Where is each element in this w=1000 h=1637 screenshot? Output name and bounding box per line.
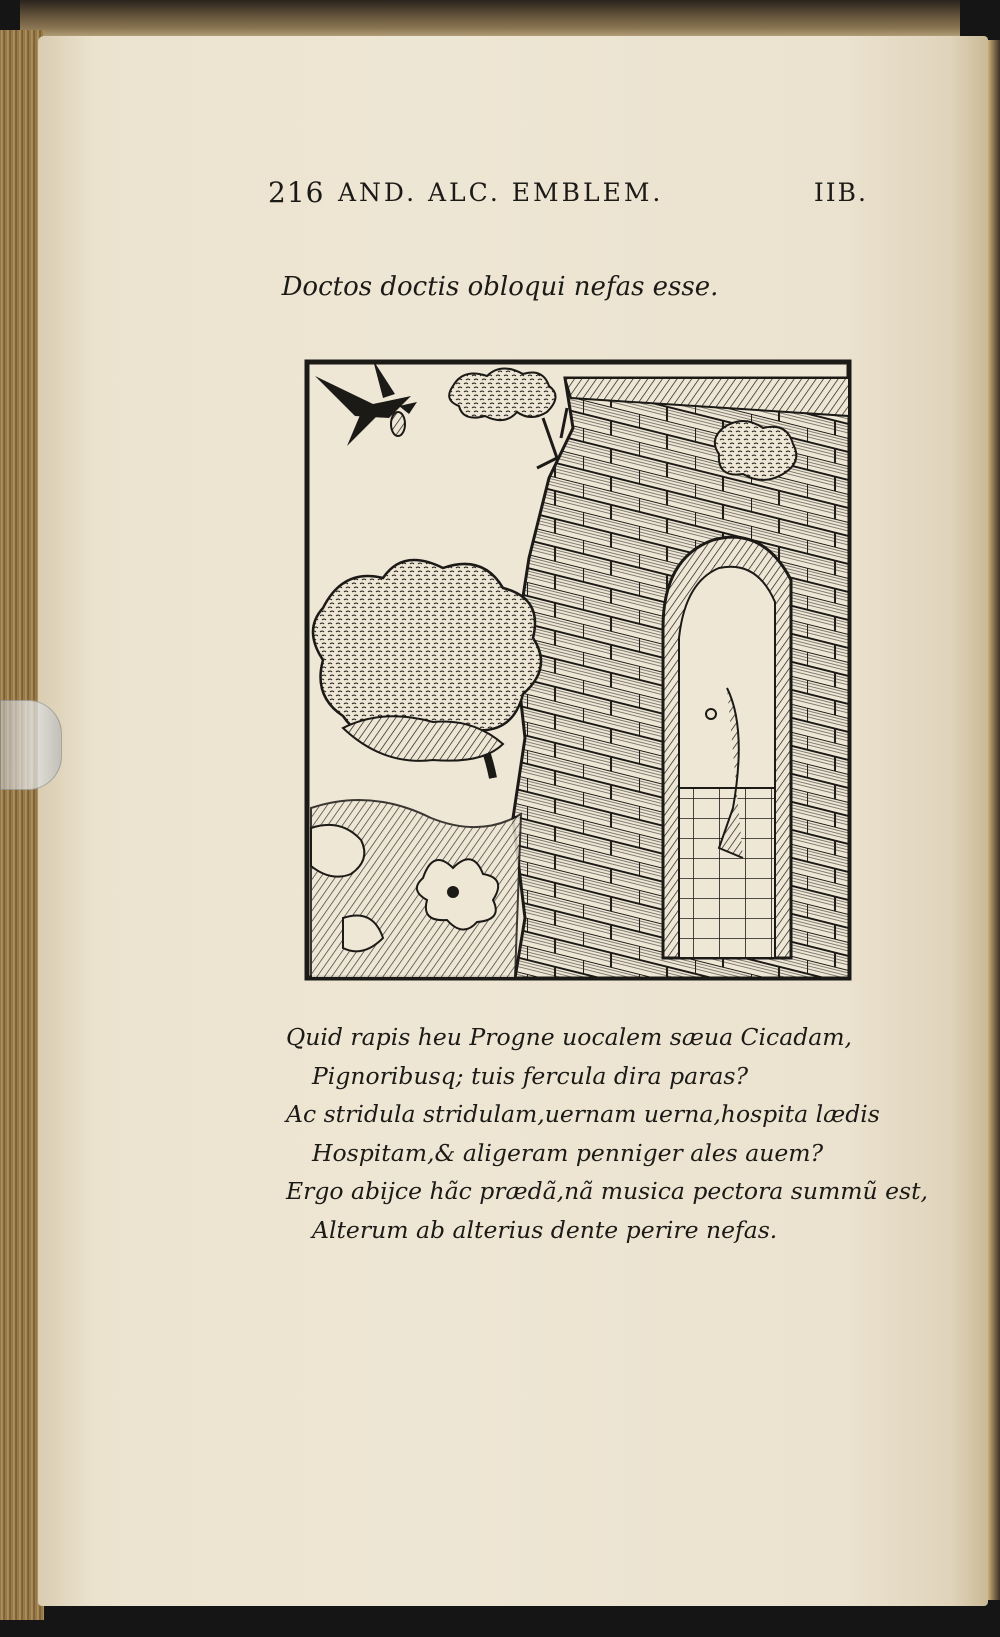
emblem-motto: Doctos doctis obloqui nefas esse. bbox=[281, 272, 719, 302]
verse-line-1: Quid rapis heu Progne uocalem sæua Cicadam, bbox=[286, 1023, 853, 1051]
running-header bbox=[268, 176, 868, 220]
verse-line-5: Ergo abijce hãc prædã,nã musica pectora summũ est, bbox=[286, 1177, 929, 1206]
verse-line-4: Hospitam,& aligeram penniger ales auem? bbox=[312, 1138, 824, 1167]
emblem-verses bbox=[286, 1018, 929, 1250]
cloud-icon bbox=[449, 368, 555, 420]
woodcut-illustration bbox=[303, 358, 853, 982]
verse-line-3: Ac stridula stridulam,uernam uerna,hospita lædis bbox=[286, 1100, 880, 1129]
verse-line-2: Pignoribusq; tuis fercula dira paras? bbox=[312, 1061, 749, 1090]
cicada-icon bbox=[391, 412, 405, 436]
arched-doorway bbox=[663, 537, 791, 958]
show-through-text bbox=[880, 470, 940, 770]
verse-line-6: Alterum ab alterius dente perire nefas. bbox=[312, 1215, 778, 1244]
plastic-clip bbox=[0, 700, 62, 790]
folio-number: 216 bbox=[268, 176, 325, 209]
book-top-edge bbox=[20, 0, 960, 40]
book-number: IIB. bbox=[813, 178, 868, 207]
running-head: AND. ALC. EMBLEM. bbox=[338, 178, 664, 207]
